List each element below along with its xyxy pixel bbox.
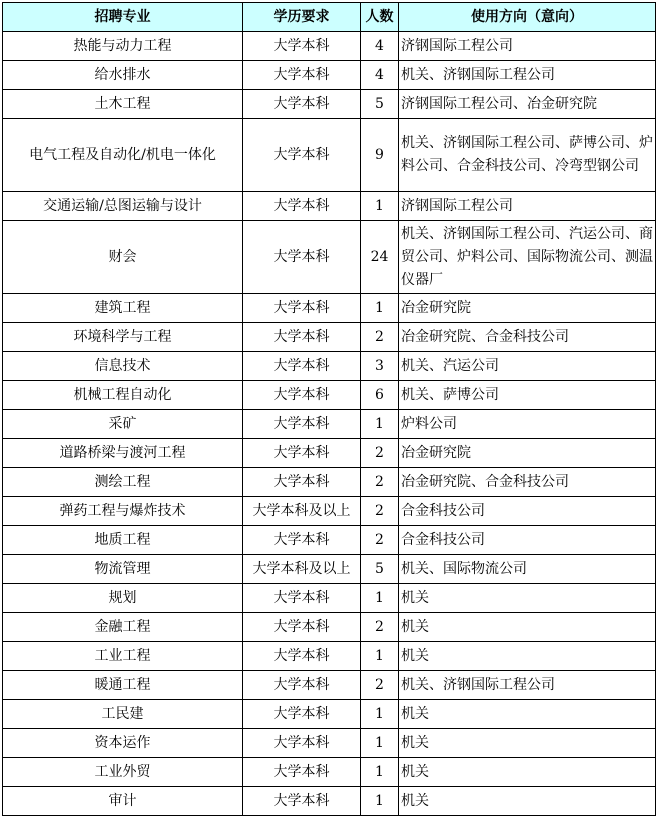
table-row: [3, 497, 656, 526]
table-row: [3, 584, 656, 613]
direction-cell: 机关: [399, 700, 656, 729]
major-cell: 规划: [3, 584, 243, 613]
direction-cell: 济钢国际工程公司: [399, 192, 656, 221]
education-cell: 大学本科: [243, 758, 361, 787]
count-cell: 1: [361, 758, 399, 787]
education-cell: 大学本科: [243, 439, 361, 468]
major-cell: 弹药工程与爆炸技术: [3, 497, 243, 526]
direction-cell: 机关、国际物流公司: [399, 555, 656, 584]
header-count: 人数: [361, 3, 399, 32]
major-cell: 土木工程: [3, 90, 243, 119]
table-row: [3, 700, 656, 729]
education-cell: 大学本科: [243, 61, 361, 90]
direction-cell: 冶金研究院: [399, 294, 656, 323]
table-header: [3, 3, 656, 32]
education-cell: 大学本科及以上: [243, 497, 361, 526]
direction-cell: 机关: [399, 584, 656, 613]
table-row: [3, 352, 656, 381]
education-cell: 大学本科: [243, 526, 361, 555]
table-row: [3, 32, 656, 61]
count-cell: 1: [361, 294, 399, 323]
direction-cell: 机关、济钢国际工程公司、萨博公司、炉料公司、合金科技公司、冷弯型钢公司: [399, 119, 656, 192]
header-major: 招聘专业: [3, 3, 243, 32]
education-cell: 大学本科: [243, 90, 361, 119]
direction-cell: 机关: [399, 642, 656, 671]
major-cell: 审计: [3, 787, 243, 816]
table-row: [3, 90, 656, 119]
table-body: [3, 32, 656, 816]
table-row: [3, 381, 656, 410]
education-cell: 大学本科: [243, 410, 361, 439]
education-cell: 大学本科: [243, 584, 361, 613]
count-cell: 5: [361, 555, 399, 584]
education-cell: 大学本科: [243, 32, 361, 61]
count-cell: 6: [361, 381, 399, 410]
major-cell: 电气工程及自动化/机电一体化: [3, 119, 243, 192]
count-cell: 9: [361, 119, 399, 192]
education-cell: 大学本科: [243, 119, 361, 192]
header-education: 学历要求: [243, 3, 361, 32]
major-cell: 物流管理: [3, 555, 243, 584]
major-cell: 交通运输/总图运输与设计: [3, 192, 243, 221]
recruitment-table: [2, 2, 656, 816]
count-cell: 1: [361, 410, 399, 439]
table-row: [3, 671, 656, 700]
table-row: [3, 758, 656, 787]
direction-cell: 机关: [399, 613, 656, 642]
count-cell: 1: [361, 192, 399, 221]
major-cell: 金融工程: [3, 613, 243, 642]
major-cell: 财会: [3, 221, 243, 294]
direction-cell: 机关: [399, 787, 656, 816]
count-cell: 2: [361, 526, 399, 555]
direction-cell: 济钢国际工程公司: [399, 32, 656, 61]
count-cell: 1: [361, 787, 399, 816]
major-cell: 工业外贸: [3, 758, 243, 787]
count-cell: 4: [361, 61, 399, 90]
table-row: [3, 729, 656, 758]
count-cell: 5: [361, 90, 399, 119]
direction-cell: 机关、萨博公司: [399, 381, 656, 410]
header-direction: 使用方向（意向）: [399, 3, 656, 32]
major-cell: 测绘工程: [3, 468, 243, 497]
major-cell: 采矿: [3, 410, 243, 439]
major-cell: 暖通工程: [3, 671, 243, 700]
table-row: [3, 323, 656, 352]
direction-cell: 机关: [399, 729, 656, 758]
table-row: [3, 468, 656, 497]
direction-cell: 机关、济钢国际工程公司、汽运公司、商贸公司、炉料公司、国际物流公司、测温仪器厂: [399, 221, 656, 294]
table-row: [3, 119, 656, 192]
major-cell: 资本运作: [3, 729, 243, 758]
table-row: [3, 555, 656, 584]
direction-cell: 机关: [399, 758, 656, 787]
table-row: [3, 439, 656, 468]
education-cell: 大学本科: [243, 700, 361, 729]
education-cell: 大学本科: [243, 642, 361, 671]
education-cell: 大学本科: [243, 352, 361, 381]
education-cell: 大学本科: [243, 381, 361, 410]
major-cell: 信息技术: [3, 352, 243, 381]
education-cell: 大学本科及以上: [243, 555, 361, 584]
major-cell: 热能与动力工程: [3, 32, 243, 61]
education-cell: 大学本科: [243, 787, 361, 816]
major-cell: 工民建: [3, 700, 243, 729]
education-cell: 大学本科: [243, 729, 361, 758]
major-cell: 给水排水: [3, 61, 243, 90]
count-cell: 24: [361, 221, 399, 294]
education-cell: 大学本科: [243, 468, 361, 497]
major-cell: 环境科学与工程: [3, 323, 243, 352]
major-cell: 机械工程自动化: [3, 381, 243, 410]
table-row: [3, 221, 656, 294]
count-cell: 2: [361, 671, 399, 700]
direction-cell: 冶金研究院: [399, 439, 656, 468]
major-cell: 工业工程: [3, 642, 243, 671]
major-cell: 道路桥梁与渡河工程: [3, 439, 243, 468]
education-cell: 大学本科: [243, 294, 361, 323]
count-cell: 4: [361, 32, 399, 61]
direction-cell: 机关、济钢国际工程公司: [399, 61, 656, 90]
table-row: [3, 294, 656, 323]
education-cell: 大学本科: [243, 671, 361, 700]
direction-cell: 机关、济钢国际工程公司: [399, 671, 656, 700]
count-cell: 2: [361, 439, 399, 468]
count-cell: 2: [361, 468, 399, 497]
education-cell: 大学本科: [243, 323, 361, 352]
table-row: [3, 787, 656, 816]
table-row: [3, 61, 656, 90]
direction-cell: 冶金研究院、合金科技公司: [399, 468, 656, 497]
count-cell: 2: [361, 323, 399, 352]
direction-cell: 机关、汽运公司: [399, 352, 656, 381]
count-cell: 1: [361, 584, 399, 613]
education-cell: 大学本科: [243, 613, 361, 642]
direction-cell: 冶金研究院、合金科技公司: [399, 323, 656, 352]
count-cell: 1: [361, 700, 399, 729]
count-cell: 3: [361, 352, 399, 381]
table-row: [3, 642, 656, 671]
count-cell: 1: [361, 729, 399, 758]
direction-cell: 合金科技公司: [399, 526, 656, 555]
table-row: [3, 613, 656, 642]
count-cell: 1: [361, 642, 399, 671]
count-cell: 2: [361, 497, 399, 526]
table-row: [3, 410, 656, 439]
table-row: [3, 192, 656, 221]
direction-cell: 济钢国际工程公司、冶金研究院: [399, 90, 656, 119]
major-cell: 建筑工程: [3, 294, 243, 323]
education-cell: 大学本科: [243, 221, 361, 294]
count-cell: 2: [361, 613, 399, 642]
direction-cell: 合金科技公司: [399, 497, 656, 526]
education-cell: 大学本科: [243, 192, 361, 221]
major-cell: 地质工程: [3, 526, 243, 555]
direction-cell: 炉料公司: [399, 410, 656, 439]
table-row: [3, 526, 656, 555]
